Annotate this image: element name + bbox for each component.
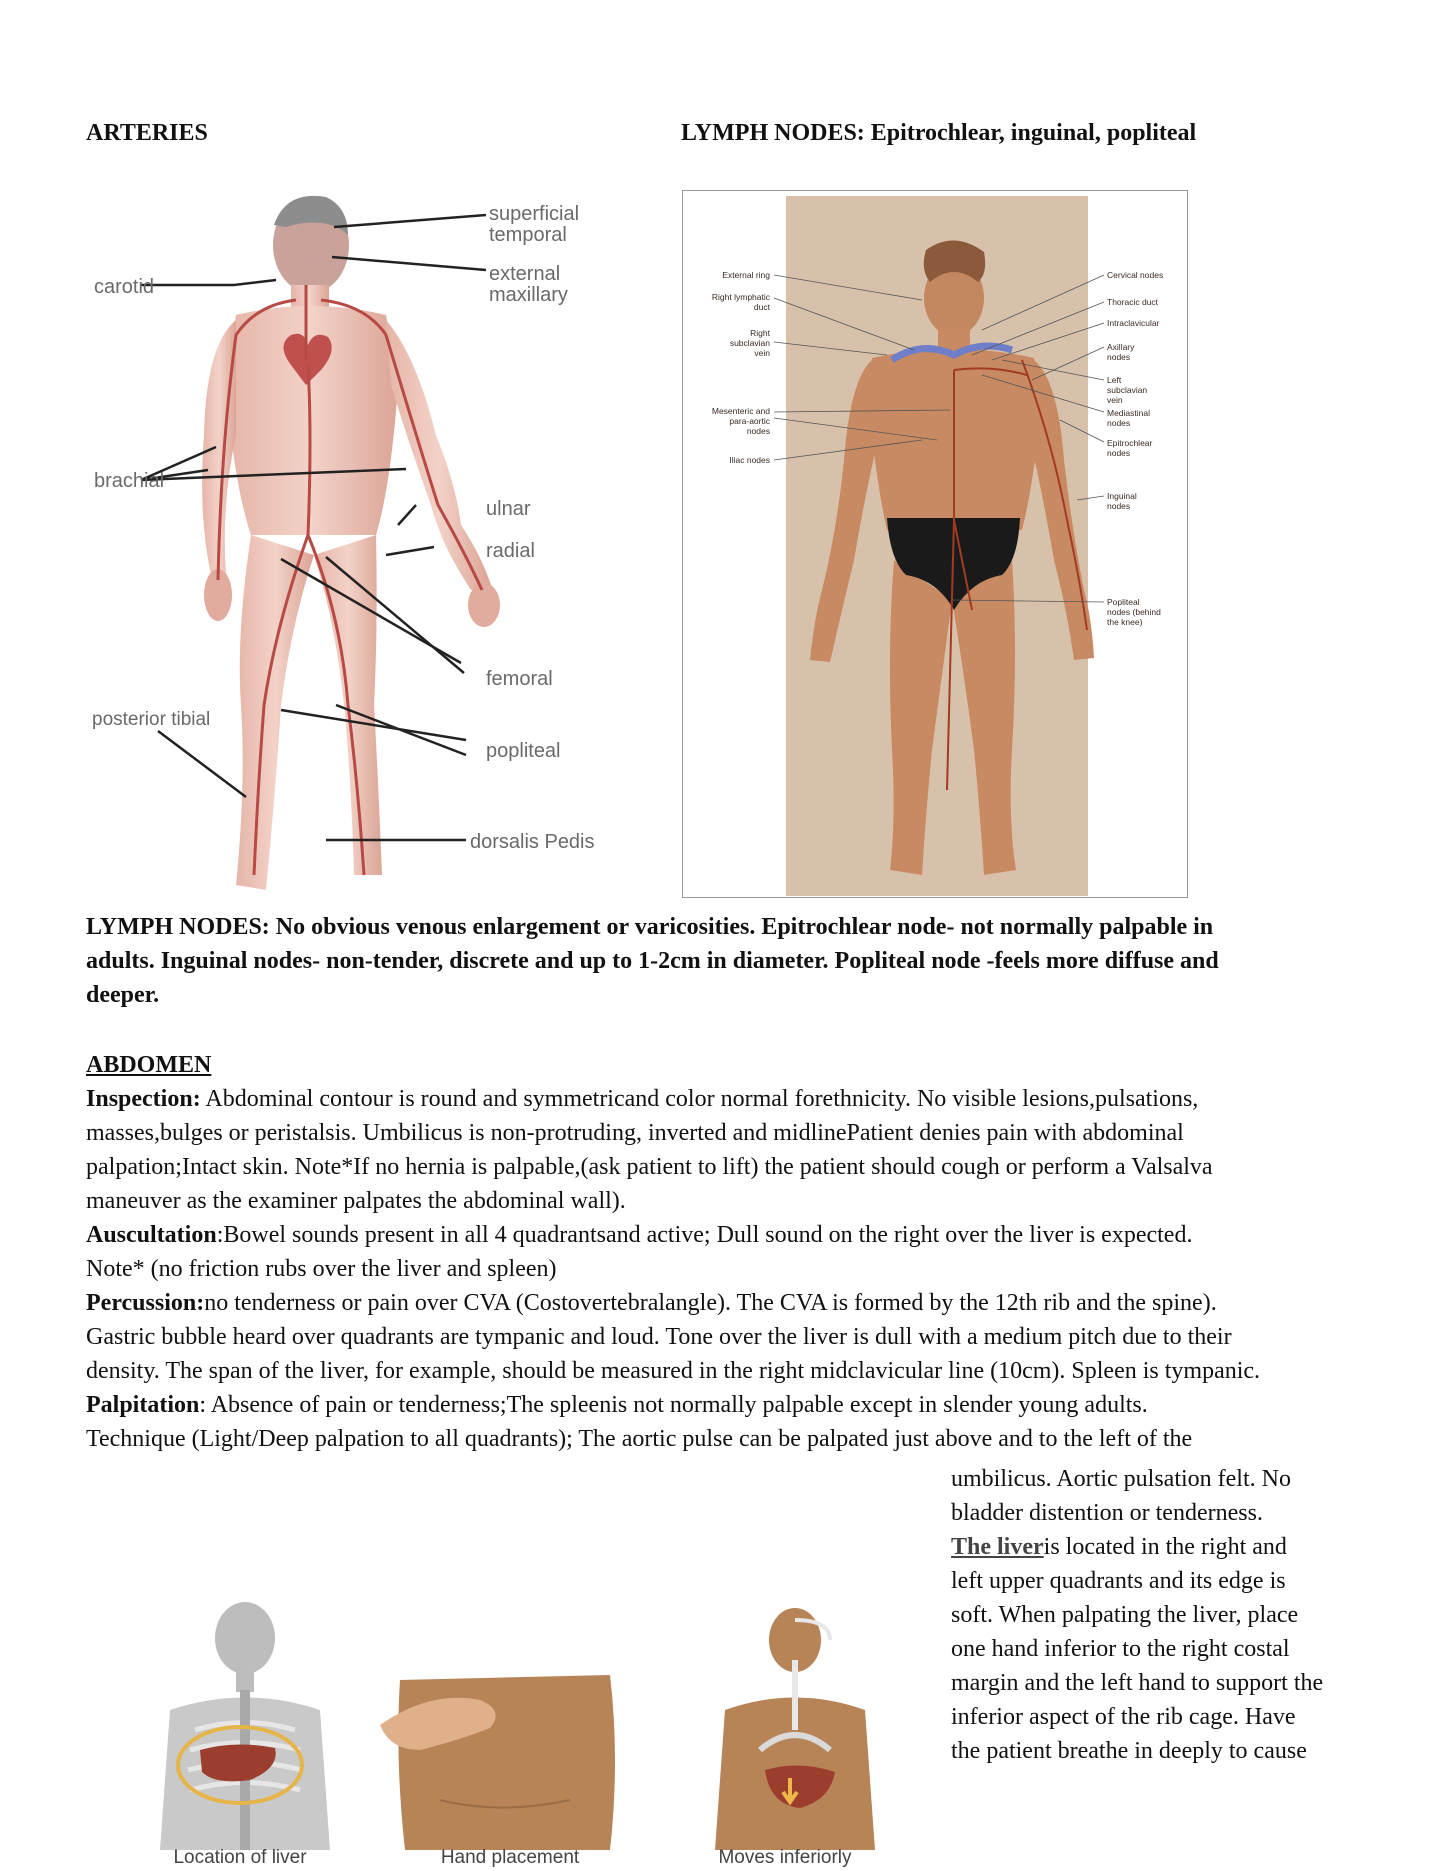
label-left-subclavian-1: Left (1107, 375, 1122, 385)
label-right-lymphatic-1: Right lymphatic (711, 292, 770, 302)
liver-text-column (951, 1462, 1371, 1768)
the-liver-link[interactable]: The liver (951, 1534, 1044, 1560)
caption-moves-inferiorly: Moves inferiorly (718, 1847, 852, 1868)
liver-col-line-2: bladder distention or tenderness. (951, 1500, 1263, 1526)
lymph-line-2: adults. Inguinal nodes- non-tender, discrete and up to 1-2cm in diameter. Popliteal node -feels more diffuse and (86, 948, 1219, 974)
palpitation-label: Palpitation (86, 1392, 200, 1418)
caption-location-of-liver: Location of liver (173, 1847, 307, 1868)
liver-col-line-4: left upper quadrants and its edge is (951, 1568, 1286, 1594)
lymph-nodes-diagram (682, 190, 1188, 898)
label-epitrochlear-2: nodes (1107, 448, 1131, 458)
label-popliteal-3: the knee) (1107, 617, 1143, 627)
label-popliteal-1: Popliteal (1107, 597, 1140, 607)
label-mesenteric-2: para-aortic (729, 416, 770, 426)
percussion-text-1: no tenderness or pain over CVA (Costovertebralangle). The CVA is formed by the 12th rib and the spine). (204, 1290, 1217, 1316)
caption-hand-placement: Hand placement (440, 1847, 580, 1868)
auscultation-line-1 (86, 1218, 1386, 1252)
liver-col-line-7: margin and the left hand to support the (951, 1670, 1324, 1696)
label-iliac: Iliac nodes (729, 455, 770, 465)
label-popliteal: popliteal (486, 740, 561, 762)
lymph-nodes-paragraph (86, 910, 1219, 1012)
liver-col-line-5: soft. When palpating the liver, place (951, 1602, 1299, 1628)
arteries-heading: ARTERIES (86, 120, 208, 146)
inspection-line-3: palpation;Intact skin. Note*If no hernia is palpable,(ask patient to lift) the patient should cough or perform a Valsalva (86, 1154, 1213, 1180)
percussion-line-1 (86, 1286, 1386, 1320)
liver-col-line-8: inferior aspect of the rib cage. Have (951, 1704, 1296, 1730)
lymph-line-3: deeper. (86, 982, 160, 1008)
abdomen-section (86, 1048, 1386, 1456)
label-right-subclavian-1: Right (750, 328, 770, 338)
label-axillary-1: Axillary (1107, 342, 1135, 352)
percussion-line-2: Gastric bubble heard over quadrants are tympanic and loud. Tone over the liver is dull with a medium pitch due to their (86, 1324, 1232, 1350)
label-mesenteric-3: nodes (746, 426, 770, 436)
arteries-diagram (86, 185, 606, 900)
label-left-subclavian-2: subclavian (1107, 385, 1148, 395)
liver-col-line-9: the patient breathe in deeply to cause (951, 1738, 1307, 1764)
percussion-line-3: density. The span of the liver, for example, should be measured in the right midclavicular line (10cm). Spleen is tympanic. (86, 1358, 1261, 1384)
label-right-subclavian-3: vein (754, 348, 770, 358)
label-external-ring: External ring (722, 270, 770, 280)
palpitation-line-2: Technique (Light/Deep palpation to all quadrants); The aortic pulse can be palpated just above and to the left of the (86, 1426, 1193, 1452)
label-thoracic: Thoracic duct (1107, 297, 1159, 307)
inspection-line-1 (86, 1082, 1386, 1116)
lymph-line-1: LYMPH NODES: No obvious venous enlargement or varicosities. Epitrochlear node- not normally palpable in (86, 914, 1214, 940)
label-inguinal-2: nodes (1107, 501, 1131, 511)
liver-col-line-1: umbilicus. Aortic pulsation felt. No (951, 1466, 1291, 1492)
label-right-lymphatic-2: duct (753, 302, 770, 312)
auscultation-label: Auscultation (86, 1222, 217, 1248)
label-cervical: Cervical nodes (1107, 270, 1164, 280)
label-inguinal-1: Inguinal (1107, 491, 1137, 501)
label-ulnar: ulnar (486, 498, 531, 520)
auscultation-line-2: Note* (no friction rubs over the liver and spleen) (86, 1256, 557, 1282)
liver-col-line-3 (951, 1530, 1371, 1564)
palpitation-text-1: : Absence of pain or tenderness;The spleenis not normally palpable except in slender young adults. (199, 1392, 1148, 1418)
label-mesenteric-1: Mesenteric and (711, 406, 770, 416)
label-popliteal-2: nodes (behind (1107, 607, 1161, 617)
label-axillary-2: nodes (1107, 352, 1131, 362)
palpitation-line-1 (86, 1388, 1386, 1422)
label-right-subclavian-2: subclavian (729, 338, 770, 348)
label-external-maxillary-1: external (489, 263, 561, 285)
label-external-maxillary-2: maxillary (489, 284, 568, 306)
abdomen-title: ABDOMEN (86, 1052, 212, 1078)
label-brachial: brachial (94, 470, 165, 492)
label-radial: radial (486, 540, 535, 562)
lymph-nodes-heading: LYMPH NODES: Epitrochlear, inguinal, popliteal (681, 120, 1197, 146)
liver-col-line-6: one hand inferior to the right costal (951, 1636, 1290, 1662)
inspection-text-1: Abdominal contour is round and symmetricand color normal forethnicity. No visible lesions,pulsations, (200, 1086, 1199, 1112)
label-carotid: carotid (94, 276, 155, 298)
label-intraclavicular: Intraclavicular (1107, 318, 1160, 328)
hand-placement-illustration (380, 1675, 615, 1850)
label-mediastinal-2: nodes (1107, 418, 1131, 428)
inspection-label: Inspection: (86, 1086, 201, 1112)
label-left-subclavian-3: vein (1107, 395, 1123, 405)
label-epitrochlear-1: Epitrochlear (1107, 438, 1153, 448)
inspection-line-4: maneuver as the examiner palpates the abdominal wall). (86, 1188, 626, 1214)
inspection-line-2: masses,bulges or peristalsis. Umbilicus is non-protruding, inverted and midlinePatient denies pain with abdominal (86, 1120, 1184, 1146)
label-posterior-tibial: posterior tibial (92, 709, 211, 730)
label-mediastinal-1: Mediastinal (1107, 408, 1150, 418)
auscultation-text-1: :Bowel sounds present in all 4 quadrantsand active; Dull sound on the right over the liver is expected. (216, 1222, 1193, 1248)
label-femoral: femoral (486, 668, 553, 690)
liver-palpation-figure (140, 1600, 880, 1871)
skeleton-illustration (160, 1602, 330, 1850)
percussion-label: Percussion: (86, 1290, 205, 1316)
label-dorsalis-pedis: dorsalis Pedis (470, 831, 595, 853)
label-superficial-temporal-2: temporal (489, 224, 567, 246)
moves-inferiorly-illustration (715, 1608, 875, 1850)
liver-col-line-3-rest: is located in the right and (1043, 1534, 1287, 1560)
label-superficial-temporal-1: superficial (489, 203, 580, 225)
